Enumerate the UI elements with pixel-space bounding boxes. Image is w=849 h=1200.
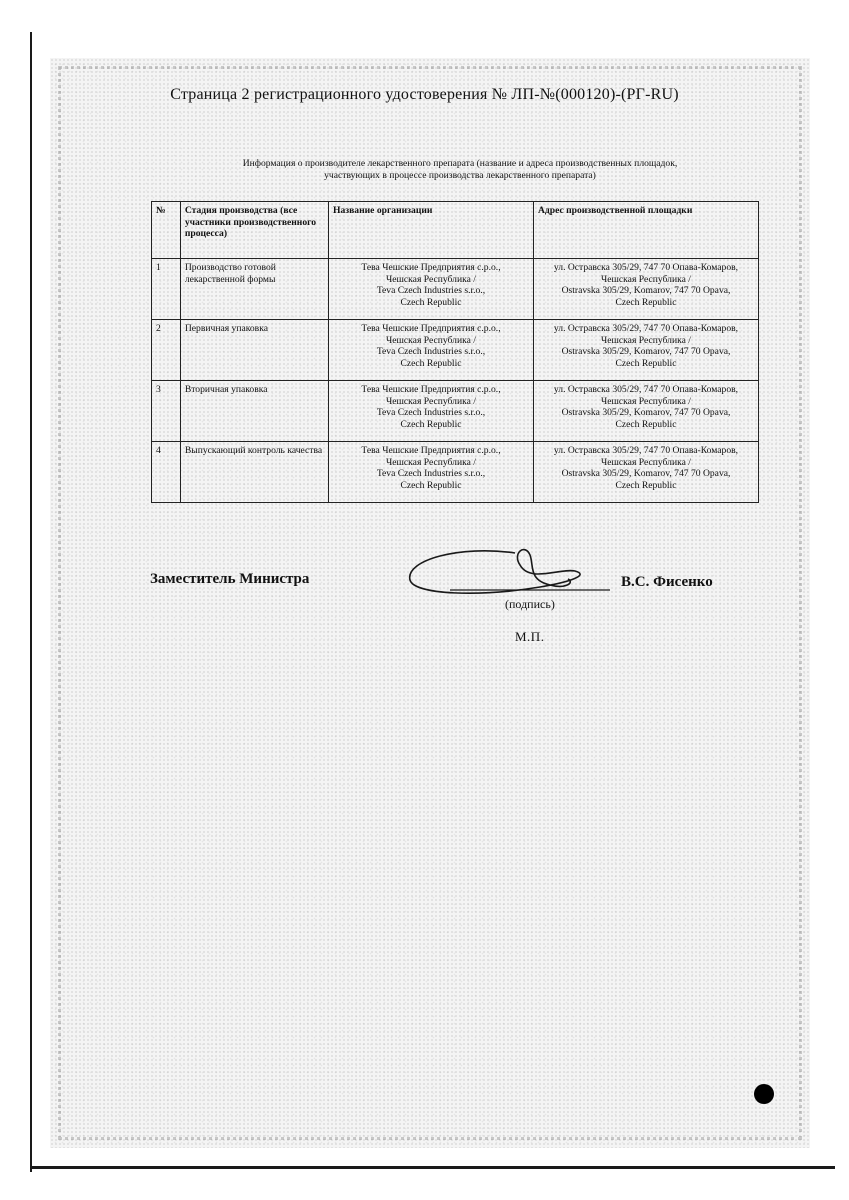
- header-org: Название организации: [329, 202, 534, 259]
- header-address: Адрес производственной площадки: [533, 202, 758, 259]
- org-line: Teva Czech Industries s.r.o.,: [376, 468, 486, 479]
- address-line: Ostravska 305/29, Komarov, 747 70 Opava,: [561, 468, 731, 479]
- row-address: [533, 442, 758, 503]
- row-org: [329, 381, 534, 442]
- address-line: ул. Остравска 305/29, 747 70 Опава-Комаров,: [553, 323, 739, 334]
- stamp-mark: М.П.: [515, 629, 545, 644]
- header-num: №: [152, 202, 181, 259]
- row-address: [533, 259, 758, 320]
- org-line: Тева Чешские Предприятия с.р.о.,: [361, 384, 501, 395]
- row-stage: Вторичная упаковка: [180, 381, 328, 442]
- manufacturer-table: [151, 201, 759, 503]
- row-stage: Первичная упаковка: [180, 320, 328, 381]
- org-line: Teva Czech Industries s.r.o.,: [376, 346, 486, 357]
- signatory-name: В.С. Фисенко: [621, 574, 713, 590]
- table-header-row: [152, 202, 759, 259]
- address-line: Czech Republic: [615, 479, 677, 491]
- row-num: 3: [152, 381, 181, 442]
- row-org: [329, 259, 534, 320]
- address-line: Ostravska 305/29, Komarov, 747 70 Opava,: [561, 407, 731, 418]
- org-line: Teva Czech Industries s.r.o.,: [376, 285, 486, 296]
- row-stage: Выпускающий контроль качества: [180, 442, 328, 503]
- org-line: Czech Republic: [400, 479, 462, 491]
- table-row: [152, 259, 759, 320]
- org-line: Чешская Республика /: [386, 334, 476, 346]
- org-line: Чешская Республика /: [386, 456, 476, 468]
- intro-line: участвующих в процессе производства лекарственного препарата): [324, 170, 596, 181]
- address-line: Ostravska 305/29, Komarov, 747 70 Opava,: [561, 285, 731, 296]
- address-line: Ostravska 305/29, Komarov, 747 70 Opava,: [561, 346, 731, 357]
- intro-line: Информация о производителе лекарственного препарата (название и адреса производственных площадок,: [242, 158, 678, 169]
- page-title: Страница 2 регистрационного удостоверения № ЛП-№(000120)-(РГ-RU): [170, 86, 679, 103]
- table-row: [152, 320, 759, 381]
- row-num: 4: [152, 442, 181, 503]
- row-org: [329, 442, 534, 503]
- row-address: [533, 320, 758, 381]
- signature-caption: (подпись): [505, 597, 555, 611]
- address-line: Czech Republic: [615, 296, 677, 308]
- header-stage: Стадия производства (все участники производственного процесса): [180, 202, 328, 259]
- org-line: Czech Republic: [400, 418, 462, 430]
- intro-text: [180, 158, 740, 182]
- row-num: 1: [152, 259, 181, 320]
- table-row: [152, 381, 759, 442]
- address-line: Czech Republic: [615, 418, 677, 430]
- org-line: Czech Republic: [400, 357, 462, 369]
- table-row: [152, 442, 759, 503]
- page-bottom-edge: [30, 1166, 835, 1169]
- row-org: [329, 320, 534, 381]
- address-line: Чешская Республика /: [601, 273, 691, 285]
- address-line: ул. Остравска 305/29, 747 70 Опава-Комаров,: [553, 262, 739, 273]
- org-line: Тева Чешские Предприятия с.р.о.,: [361, 262, 501, 273]
- row-address: [533, 381, 758, 442]
- punch-hole: [754, 1084, 774, 1104]
- page-left-edge: [30, 32, 32, 1172]
- address-line: Чешская Республика /: [601, 456, 691, 468]
- address-line: Czech Republic: [615, 357, 677, 369]
- org-line: Czech Republic: [400, 296, 462, 308]
- signatory-position: Заместитель Министра: [150, 571, 310, 587]
- org-line: Тева Чешские Предприятия с.р.о.,: [361, 445, 501, 456]
- address-line: ул. Остравска 305/29, 747 70 Опава-Комаров,: [553, 445, 739, 456]
- address-line: ул. Остравска 305/29, 747 70 Опава-Комаров,: [553, 384, 739, 395]
- row-stage: Производство готовой лекарственной формы: [180, 259, 328, 320]
- org-line: Тева Чешские Предприятия с.р.о.,: [361, 323, 501, 334]
- org-line: Чешская Республика /: [386, 395, 476, 407]
- address-line: Чешская Республика /: [601, 395, 691, 407]
- address-line: Чешская Республика /: [601, 334, 691, 346]
- org-line: Чешская Республика /: [386, 273, 476, 285]
- org-line: Teva Czech Industries s.r.o.,: [376, 407, 486, 418]
- row-num: 2: [152, 320, 181, 381]
